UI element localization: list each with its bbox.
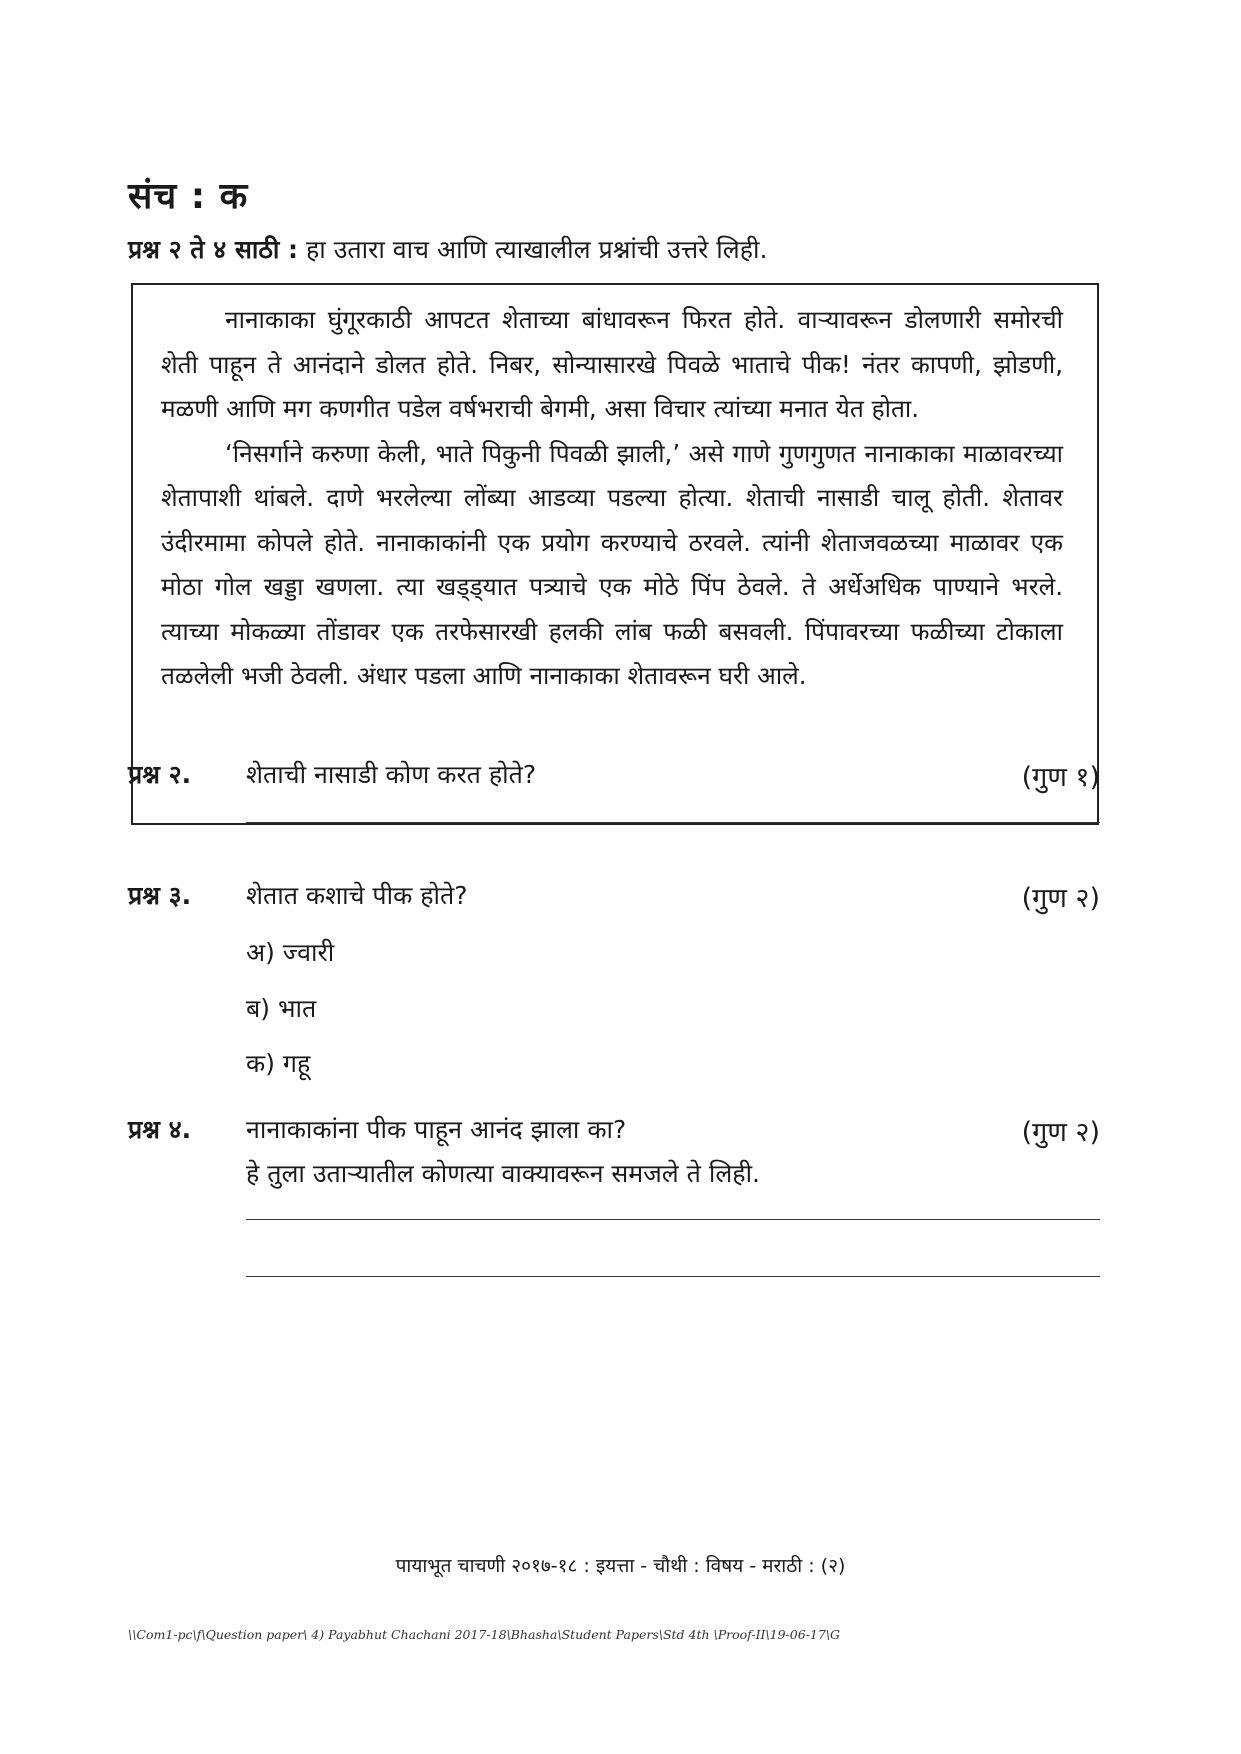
question-4-marks: (गुण २)	[1021, 1117, 1100, 1148]
question-4-text: नानाकाकांना पीक पाहून आनंद झाला का?	[246, 1115, 627, 1144]
question-4-label: प्रश्न ४.	[128, 1115, 192, 1144]
set-title: संच : क	[128, 176, 249, 217]
question-4	[128, 1112, 1100, 1202]
question-3-text: शेतात कशाचे पीक होते?	[246, 881, 468, 910]
file-path: \\Com1-pc\f\Question paper\ 4) Payabhut Chachani 2017-18\Bhasha\Student Papers\Std 4th \Proof-II\19-06-17\G	[128, 1627, 841, 1642]
question-3-option-a[interactable]: अ) ज्वारी	[246, 938, 335, 967]
page-footer: पायाभूत चाचणी २०१७-१८ : इयत्ता - चौथी : विषय - मराठी : (२)	[395, 1555, 846, 1577]
question-3-marks: (गुण २)	[1021, 883, 1100, 914]
question-2-label: प्रश्न २.	[128, 760, 192, 789]
question-4-text-2: हे तुला उताऱ्यातील कोणत्या वाक्यावरून समजले ते लिही.	[246, 1159, 761, 1188]
question-3-label: प्रश्न ३.	[128, 881, 192, 910]
question-2-marks: (गुण १)	[1021, 762, 1100, 793]
passage-paragraph-1: नानाकाका घुंगूरकाठी आपटत शेताच्या बांधावरून फिरत होते. वाऱ्यावरून डोलणारी समोरची शेती पाहून ते आनंदाने डोलत होते. निबर, सोन्यासारखे पिवळे भाताचे पीक! नंतर कापणी, झोडणी, मळणी आणि मग कणगीत पडेल वर्षभराची बेगमी, असा विचार त्यांच्या मनात येत होता.	[161, 305, 1063, 423]
question-3	[128, 878, 1100, 918]
passage-paragraph-2: ‘निसर्गाने करुणा केली, भाते पिकुनी पिवळी झाली,’ असे गाणे गुणगुणत नानाकाका माळावरच्या शेतापाशी थांबले. दाणे भरलेल्या लोंब्या आडव्या पडल्या होत्या. शेताची नासाडी चालू होती. शेतावर उंदीरमामा कोपले होते. नानाकाकांनी एक प्रयोग करण्याचे ठरवले. त्यांनी शेताजवळच्या माळावर एक मोठा गोल खड्डा खणला. त्या खड्ड्यात पत्र्याचे एक मोठे पिंप ठेवले. ते अर्धेअधिक पाण्याने भरले. त्याच्या मोकळ्या तोंडावर एक तरफेसारखी हलकी लांब फळी बसवली. पिंपावरच्या फळीच्या टोकाला तळलेली भजी ठेवली. अंधार पडला आणि नानाकाका शेतावरून घरी आले.	[161, 438, 1063, 690]
instruction-text: हा उतारा वाच आणि त्याखालील प्रश्नांची उत्तरे लिही.	[306, 235, 768, 264]
answer-line-q4-1[interactable]	[246, 1219, 1100, 1220]
question-3-option-c[interactable]: क) गहू	[246, 1049, 311, 1078]
question-3-option-b[interactable]: ब) भात	[246, 994, 317, 1023]
passage-box	[131, 283, 1099, 825]
question-2-text: शेताची नासाडी कोण करत होते?	[246, 760, 537, 789]
question-2	[128, 757, 1100, 797]
answer-line-q4-2[interactable]	[246, 1276, 1100, 1277]
instruction	[128, 232, 767, 266]
answer-line-q2[interactable]	[246, 822, 1100, 823]
instruction-label: प्रश्न २ ते ४ साठी :	[128, 235, 299, 264]
